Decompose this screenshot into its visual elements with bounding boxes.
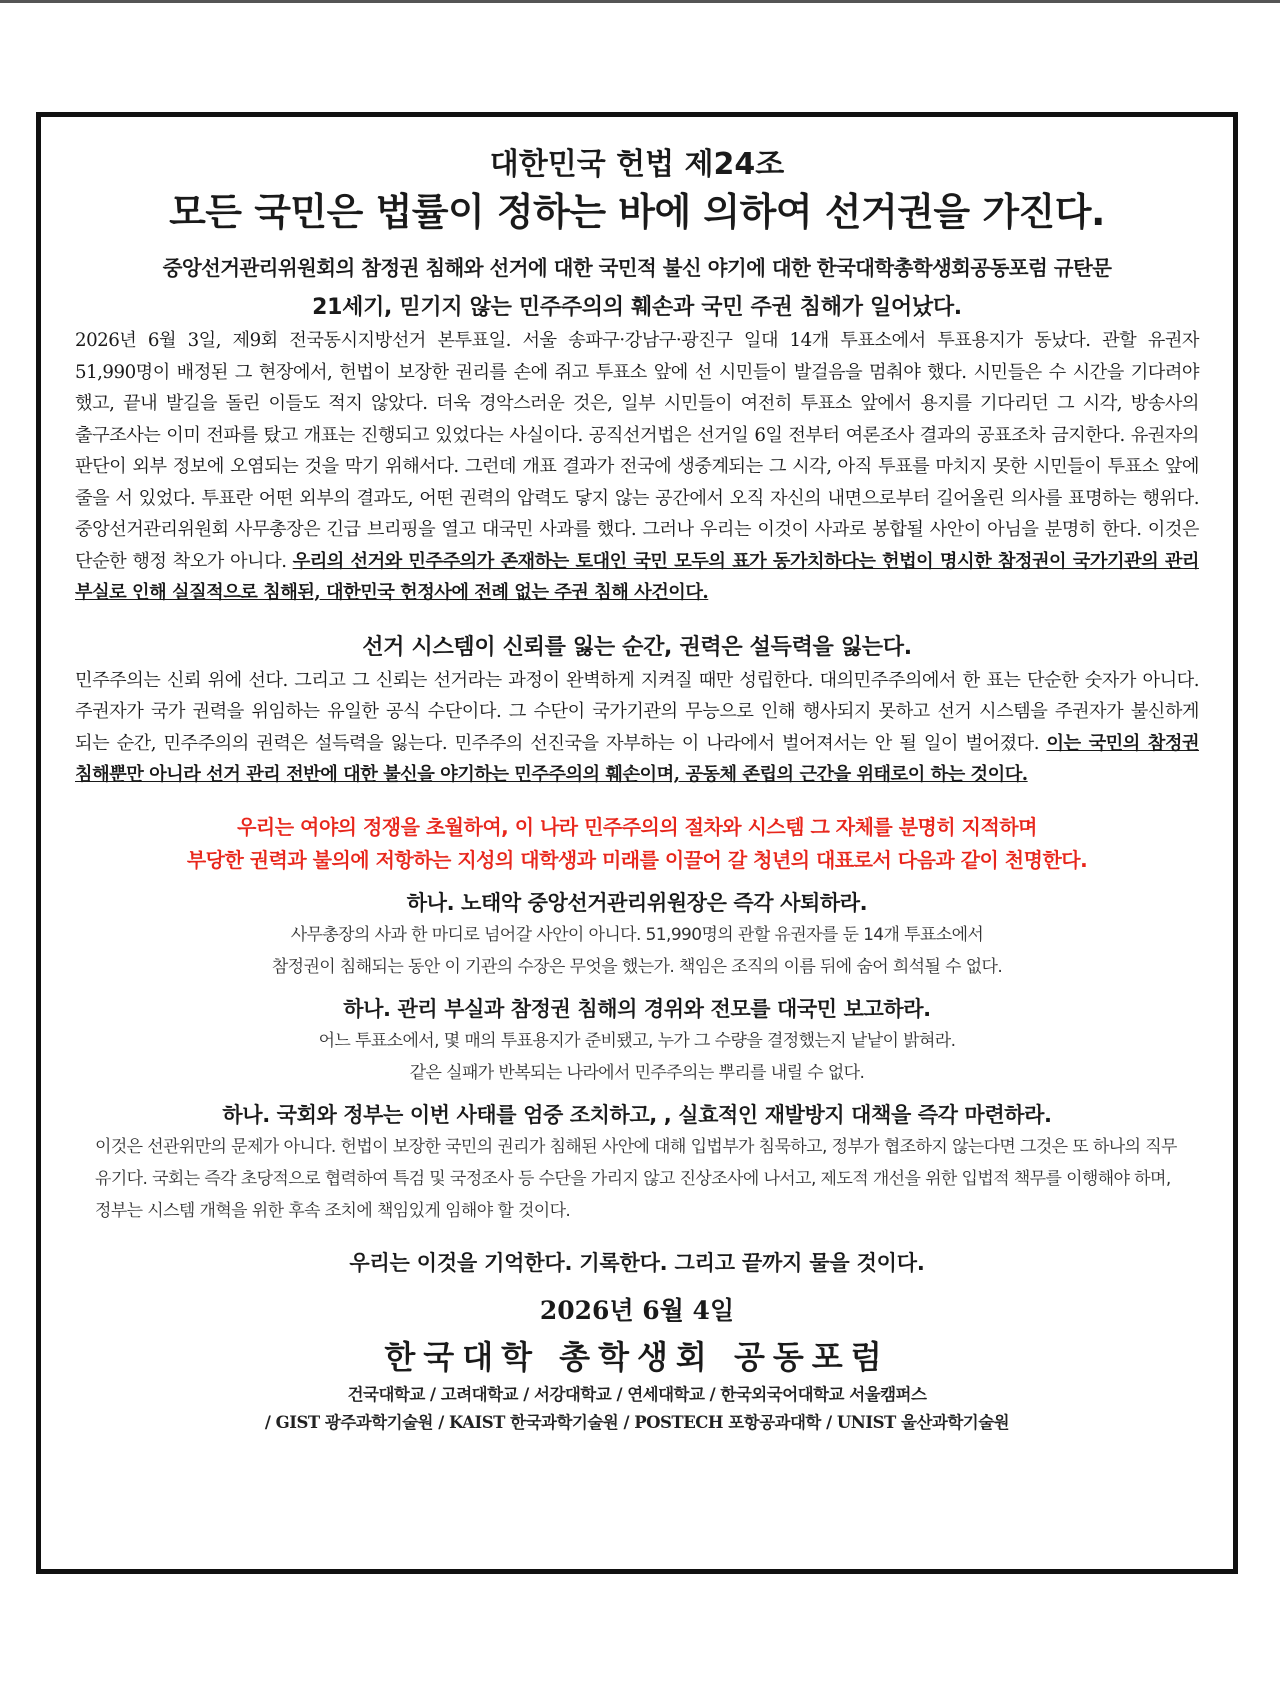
constitution-article: 대한민국 헌법 제24조 — [489, 147, 785, 182]
headline: 모든 국민은 법률이 정하는 바에 의하여 선거권을 가진다. — [169, 190, 1105, 234]
declaration — [75, 811, 1199, 877]
section-1-text: 2026년 6월 3일, 제9회 전국동시지방선거 본투표일. 서울 송파구·강남구·광진구 일대 14개 투표소에서 투표용지가 동났다. 관할 유권자 51,990명이 배정된 그 현장에서, 헌법이 보장한 권리를 손에 쥐고 투표소 앞에 선 시민들이 발걸음을 멈춰야 했다. 시민들은 수 시간을 기다려야 했고, 끝내 발길을 돌린 이들도 적지 않았다. 더욱 경악스러운 것은, 일부 시민들이 여전히 투표소 앞에서 용지를 기다리던 그 시각, 방송사의 출구조사는 이미 전파를 탔고 개표는 진행되고 있었다는 사실이다. 공직선거법은 선거일 6일 전부터 여론조사 결과의 공표조차 금지한다. 유권자의 판단이 외부 정보에 오염되는 것을 막기 위해서다. 그런데 개표 결과가 전국에 생중계되는 그 시각, 아직 투표를 마치지 못한 시민들이 투표소 앞에 줄을 서 있었다. 투표란 어떤 외부의 결과도, 어떤 권력의 압력도 닿지 않는 공간에서 오직 자신의 내면으로부터 길어올린 의사를 표명하는 행위다. 중앙선거관리위원회 사무총장은 긴급 브리핑을 열고 대국민 사과를 했다. 그러나 우리는 이것이 사과로 봉합될 사안이 아님을 분명히 한다. 이것은 단순한 행정 착오가 아니다. — [75, 330, 1199, 572]
section-2 — [75, 633, 1199, 791]
demand-1-line-2: 참정권이 침해되는 동안 이 기관의 수장은 무엇을 했는가. 책임은 조직의 이름 뒤에 숨어 희석될 수 없다. — [271, 956, 1003, 977]
section-2-underlined: 이는 국민의 참정권 침해뿐만 아니라 선거 관리 전반에 대한 불신을 야기하는 민주주의의 훼손이며, 공동체 존립의 근간을 위태로이 하는 것이다. — [75, 732, 1200, 785]
signature-block — [75, 1247, 1199, 1437]
demand-2 — [75, 993, 1199, 1089]
section-1-body — [75, 325, 1199, 609]
demand-3-title: 하나. 국회와 정부는 이번 사태를 엄중 조치하고, , 실효적인 재발방지 대책을 즉각 마련하라. — [222, 1102, 1052, 1127]
demand-3 — [75, 1099, 1199, 1227]
section-2-title: 선거 시스템이 신뢰를 잃는 순간, 권력은 설득력을 잃는다. — [362, 634, 912, 660]
demand-2-line-2: 같은 실패가 반복되는 나라에서 민주주의는 뿌리를 내릴 수 없다. — [409, 1062, 865, 1083]
member-universities-line-2: / GIST 광주과학기술원 / KAIST 한국과학기술원 / POSTECH 포항공과대학 / UNIST 울산과학기술원 — [264, 1412, 1010, 1432]
closing-statement: 우리는 이것을 기억한다. 기록한다. 그리고 끝까지 물을 것이다. — [349, 1250, 925, 1275]
declaration-line-2: 부당한 권력과 불의에 저항하는 지성의 대학생과 미래를 이끌어 갈 청년의 대표로서 다음과 같이 천명한다. — [186, 847, 1088, 872]
section-2-body — [75, 665, 1199, 791]
statement-frame — [36, 112, 1238, 1574]
demand-3-body: 이것은 선관위만의 문제가 아니다. 헌법이 보장한 국민의 권리가 침해된 사안에 대해 입법부가 침묵하고, 정부가 협조하지 않는다면 그것은 또 하나의 직무유기다. 국회는 즉각 초당적으로 협력하여 특검 및 국정조사 등 수단을 가리지 않고 진상조사에 나서고, 제도적 개선을 위한 입법적 책무를 이행해야 하며, 정부는 시스템 개혁을 위한 후속 조치에 책임있게 임해야 할 것이다. — [95, 1136, 1177, 1221]
member-universities-line-1: 건국대학교 / 고려대학교 / 서강대학교 / 연세대학교 / 한국외국어대학교 서울캠퍼스 — [347, 1384, 927, 1404]
section-1-underlined: 우리의 선거와 민주주의가 존재하는 토대인 국민 모두의 표가 동가치하다는 헌법이 명시한 참정권이 국가기관의 관리 부실로 인해 실질적으로 침해된, 대한민국 헌정사에 전례 없는 주권 침해 사건이다. — [75, 550, 1199, 603]
header — [75, 145, 1199, 283]
section-2-text: 민주주의는 신뢰 위에 선다. 그리고 그 신뢰는 선거라는 과정이 완벽하게 지켜질 때만 성립한다. 대의민주주의에서 한 표는 단순한 숫자가 아니다. 주권자가 국가 권력을 위임하는 유일한 공식 수단이다. 그 수단이 국가기관의 무능으로 인해 행사되지 못하고 선거 시스템을 주권자가 불신하게 되는 순간, 민주주의의 권력은 설득력을 잃는다. 민주주의 선진국을 자부하는 이 나라에서 벌어져서는 안 될 일이 벌어졌다. — [75, 669, 1199, 754]
subhead: 중앙선거관리위원회의 참정권 침해와 선거에 대한 국민적 불신 야기에 대한 한국대학총학생회공동포럼 규탄문 — [162, 256, 1112, 280]
demand-1 — [75, 887, 1199, 983]
top-divider — [0, 0, 1280, 3]
demand-1-line-1: 사무총장의 사과 한 마디로 넘어갈 사안이 아니다. 51,990명의 관할 유권자를 둔 14개 투표소에서 — [290, 924, 984, 945]
declaration-line-1: 우리는 여야의 정쟁을 초월하여, 이 나라 민주주의의 절차와 시스템 그 자체를 분명히 지적하며 — [237, 814, 1037, 839]
section-1-title: 21세기, 믿기지 않는 민주주의의 훼손과 국민 주권 침해가 일어났다. — [312, 295, 962, 320]
demand-2-title: 하나. 관리 부실과 참정권 침해의 경위와 전모를 대국민 보고하라. — [343, 996, 931, 1021]
demand-2-line-1: 어느 투표소에서, 몇 매의 투표용지가 준비됐고, 누가 그 수량을 결정했는지 낱낱이 밝혀라. — [318, 1030, 956, 1051]
statement-date: 2026년 6월 4일 — [539, 1295, 735, 1325]
spacer — [75, 609, 1199, 623]
demand-1-title: 하나. 노태악 중앙선거관리위원장은 즉각 사퇴하라. — [406, 890, 868, 915]
organization-name: 한국대학 총학생회 공동포럼 — [384, 1337, 890, 1376]
section-1 — [75, 293, 1199, 609]
